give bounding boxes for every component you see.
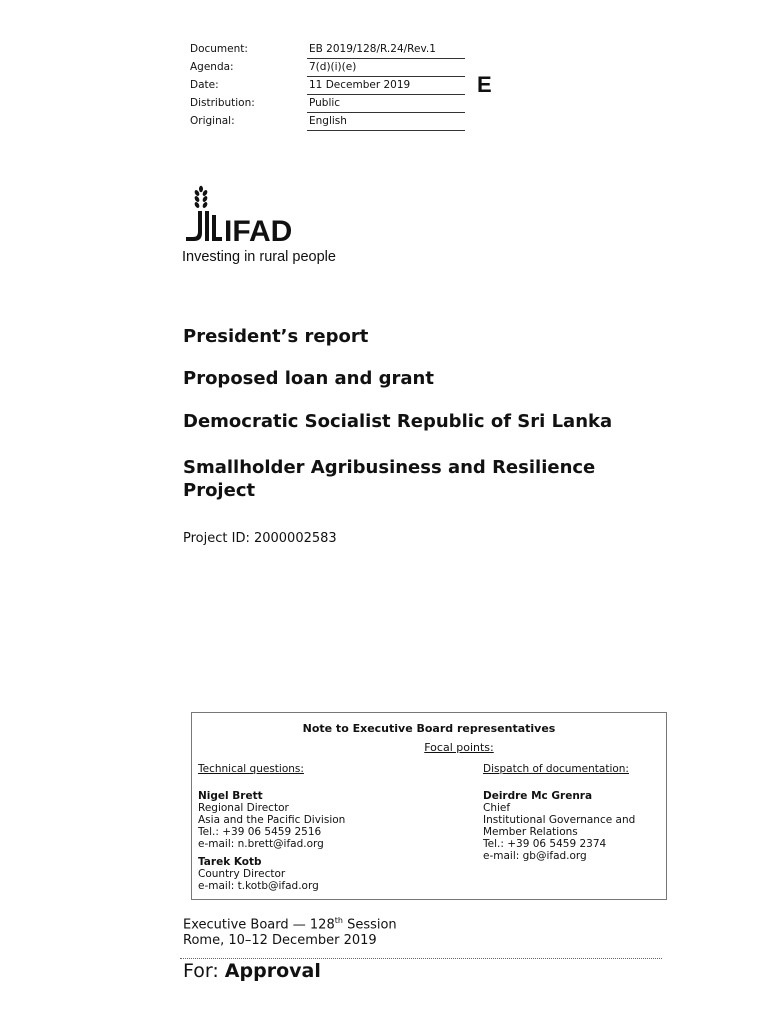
contact-email: e-mail: t.kotb@ifad.org: [198, 880, 319, 892]
project-id: Project ID: 2000002583: [183, 531, 337, 546]
contact-name: Deirdre Mc Grenra: [483, 790, 593, 802]
contact-line: Tel.: +39 06 5459 2516: [198, 826, 322, 838]
technical-questions-label: Technical questions:: [198, 763, 304, 775]
session-line: [183, 913, 397, 933]
note-title: Note to Executive Board representatives: [302, 722, 556, 735]
contact-nigel-brett: [198, 790, 345, 850]
contact-line: Asia and the Pacific Division: [198, 814, 346, 826]
contact-line: Regional Director: [198, 802, 289, 814]
dispatch-label: Dispatch of documentation:: [483, 763, 629, 775]
contact-deirdre-mc-grenra: [483, 790, 635, 862]
meta-label: Date:: [190, 79, 219, 91]
session-name: Executive Board — 128: [183, 917, 335, 933]
approval-word: Approval: [224, 960, 321, 982]
contact-line: Institutional Governance and: [483, 814, 636, 826]
contact-line: Chief: [483, 802, 511, 814]
contact-email: e-mail: n.brett@ifad.org: [198, 838, 324, 850]
session-location-date: Rome, 10–12 December 2019: [183, 933, 377, 949]
wheat-figures-icon: [181, 183, 301, 245]
language-code: E: [477, 72, 492, 97]
divider: [180, 958, 662, 959]
country-heading: Democratic Socialist Republic of Sri Lanka: [183, 411, 613, 432]
contact-line: Tel.: +39 06 5459 2374: [483, 838, 607, 850]
meta-value: 7(d)(i)(e): [307, 61, 465, 77]
contact-email: e-mail: gb@ifad.org: [483, 850, 587, 862]
session-info: [183, 913, 397, 949]
meta-value: Public: [307, 97, 465, 113]
ifad-logo: [181, 183, 301, 249]
approval-prefix: For:: [183, 960, 225, 982]
project-heading-line1: Smallholder Agribusiness and Resilience: [183, 457, 596, 478]
meta-value: 11 December 2019: [307, 79, 465, 95]
meta-label: Document:: [190, 43, 248, 55]
proposal-heading: Proposed loan and grant: [183, 368, 434, 389]
contact-line: Country Director: [198, 868, 286, 880]
meta-value: English: [307, 115, 465, 131]
report-title: President’s report: [183, 326, 369, 347]
contact-name: Nigel Brett: [198, 790, 263, 802]
approval-line: [183, 960, 321, 982]
contact-line: Member Relations: [483, 826, 578, 838]
session-suffix: Session: [342, 917, 397, 933]
logo-text: IFAD: [224, 215, 293, 245]
meta-label: Original:: [190, 115, 235, 127]
contact-tarek-kotb: [198, 856, 319, 892]
note-box: [191, 712, 667, 900]
meta-value: EB 2019/128/R.24/Rev.1: [307, 43, 465, 59]
meta-label: Distribution:: [190, 97, 255, 109]
contact-name: Tarek Kotb: [198, 856, 262, 868]
session-ordinal: th: [334, 916, 343, 925]
meta-label: Agenda:: [190, 61, 234, 73]
logo-tagline: Investing in rural people: [182, 249, 336, 265]
focal-points-label: Focal points:: [424, 741, 494, 754]
project-heading-line2: Project: [183, 480, 256, 501]
